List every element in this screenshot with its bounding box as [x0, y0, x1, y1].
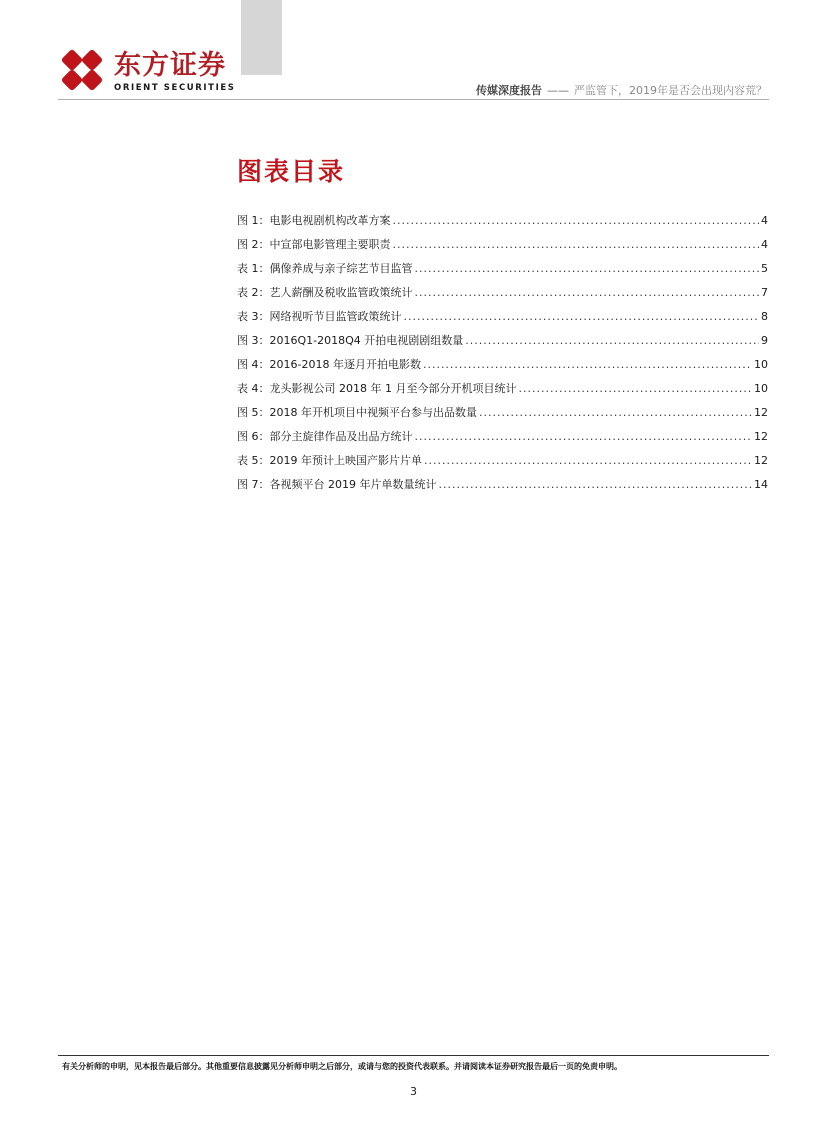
toc-entry-page: 10 [754, 382, 768, 395]
toc-entry-page: 8 [761, 310, 768, 323]
toc-entry-label: 表 2：艺人薪酬及税收监管政策统计 [237, 286, 413, 299]
toc-entry-label: 表 3：网络视听节目监管政策统计 [237, 310, 402, 323]
toc-entry-label: 表 4：龙头影视公司 2018 年 1 月至今部分开机项目统计 [237, 382, 517, 395]
toc-entry[interactable] [237, 284, 768, 308]
toc-entry-label: 图 6：部分主旋律作品及出品方统计 [237, 430, 413, 443]
toc-entry-label: 图 7：各视频平台 2019 年片单数量统计 [237, 478, 437, 491]
brand-name-en: ORIENT SECURITIES [114, 83, 236, 93]
toc-entry[interactable] [237, 212, 768, 236]
toc-list [237, 212, 768, 500]
toc-entry-label: 图 3：2016Q1-2018Q4 开拍电视剧剧组数量 [237, 334, 464, 347]
page-number: 3 [410, 1085, 417, 1098]
toc-entry-page: 9 [761, 334, 768, 347]
header-divider [58, 99, 769, 100]
toc-entry-page: 12 [754, 430, 768, 443]
toc-entry-page: 7 [761, 286, 768, 299]
toc-entry-page: 4 [761, 238, 768, 251]
toc-entry[interactable] [237, 452, 768, 476]
toc-entry[interactable] [237, 260, 768, 284]
toc-leader-dots [393, 212, 760, 230]
report-type: 传媒深度报告 [476, 84, 542, 97]
toc-entry-label: 图 1：电影电视剧机构改革方案 [237, 214, 391, 227]
toc-entry-page: 10 [754, 358, 768, 371]
toc-entry[interactable] [237, 236, 768, 260]
toc-leader-dots [415, 260, 760, 278]
toc-entry-label: 图 2：中宣部电影管理主要职责 [237, 238, 391, 251]
toc-leader-dots [415, 428, 753, 446]
toc-leader-dots [424, 452, 752, 470]
toc-entry[interactable] [237, 428, 768, 452]
toc-leader-dots [479, 404, 752, 422]
toc-entry[interactable] [237, 380, 768, 404]
toc-entry-page: 12 [754, 406, 768, 419]
toc-leader-dots [415, 284, 760, 302]
footer-disclaimer: 有关分析师的申明，见本报告最后部分。其他重要信息披露见分析师申明之后部分，或请与您的投资代表联系。并请阅读本证券研究报告最后一页的免责申明。 [62, 1062, 622, 1071]
toc-entry-page: 4 [761, 214, 768, 227]
toc-entry[interactable] [237, 332, 768, 356]
toc-leader-dots [393, 236, 760, 254]
footer-divider [58, 1055, 769, 1056]
toc-title: 图表目录 [237, 157, 346, 186]
toc-entry[interactable] [237, 476, 768, 500]
report-title: 严监管下，2019年是否会出现内容荒？ [574, 84, 767, 97]
header-gray-tab [241, 0, 282, 75]
toc-leader-dots [423, 356, 752, 374]
brand-name-cn: 东方证券 [114, 50, 226, 81]
toc-entry-label: 表 5：2019 年预计上映国产影片片单 [237, 454, 422, 467]
toc-entry-label: 表 1：偶像养成与亲子综艺节目监管 [237, 262, 413, 275]
toc-entry-label: 图 5：2018 年开机项目中视频平台参与出品数量 [237, 406, 477, 419]
running-header [476, 82, 767, 98]
toc-leader-dots [465, 332, 759, 350]
toc-leader-dots [438, 476, 752, 494]
orient-securities-logo-icon [58, 46, 106, 94]
toc-entry[interactable] [237, 404, 768, 428]
toc-entry[interactable] [237, 356, 768, 380]
toc-entry[interactable] [237, 308, 768, 332]
toc-leader-dots [518, 380, 752, 398]
toc-entry-page: 12 [754, 454, 768, 467]
toc-entry-page: 14 [754, 478, 768, 491]
toc-entry-page: 5 [761, 262, 768, 275]
toc-leader-dots [404, 308, 760, 326]
header-separator: —— [547, 84, 569, 97]
toc-entry-label: 图 4：2016-2018 年逐月开拍电影数 [237, 358, 421, 371]
